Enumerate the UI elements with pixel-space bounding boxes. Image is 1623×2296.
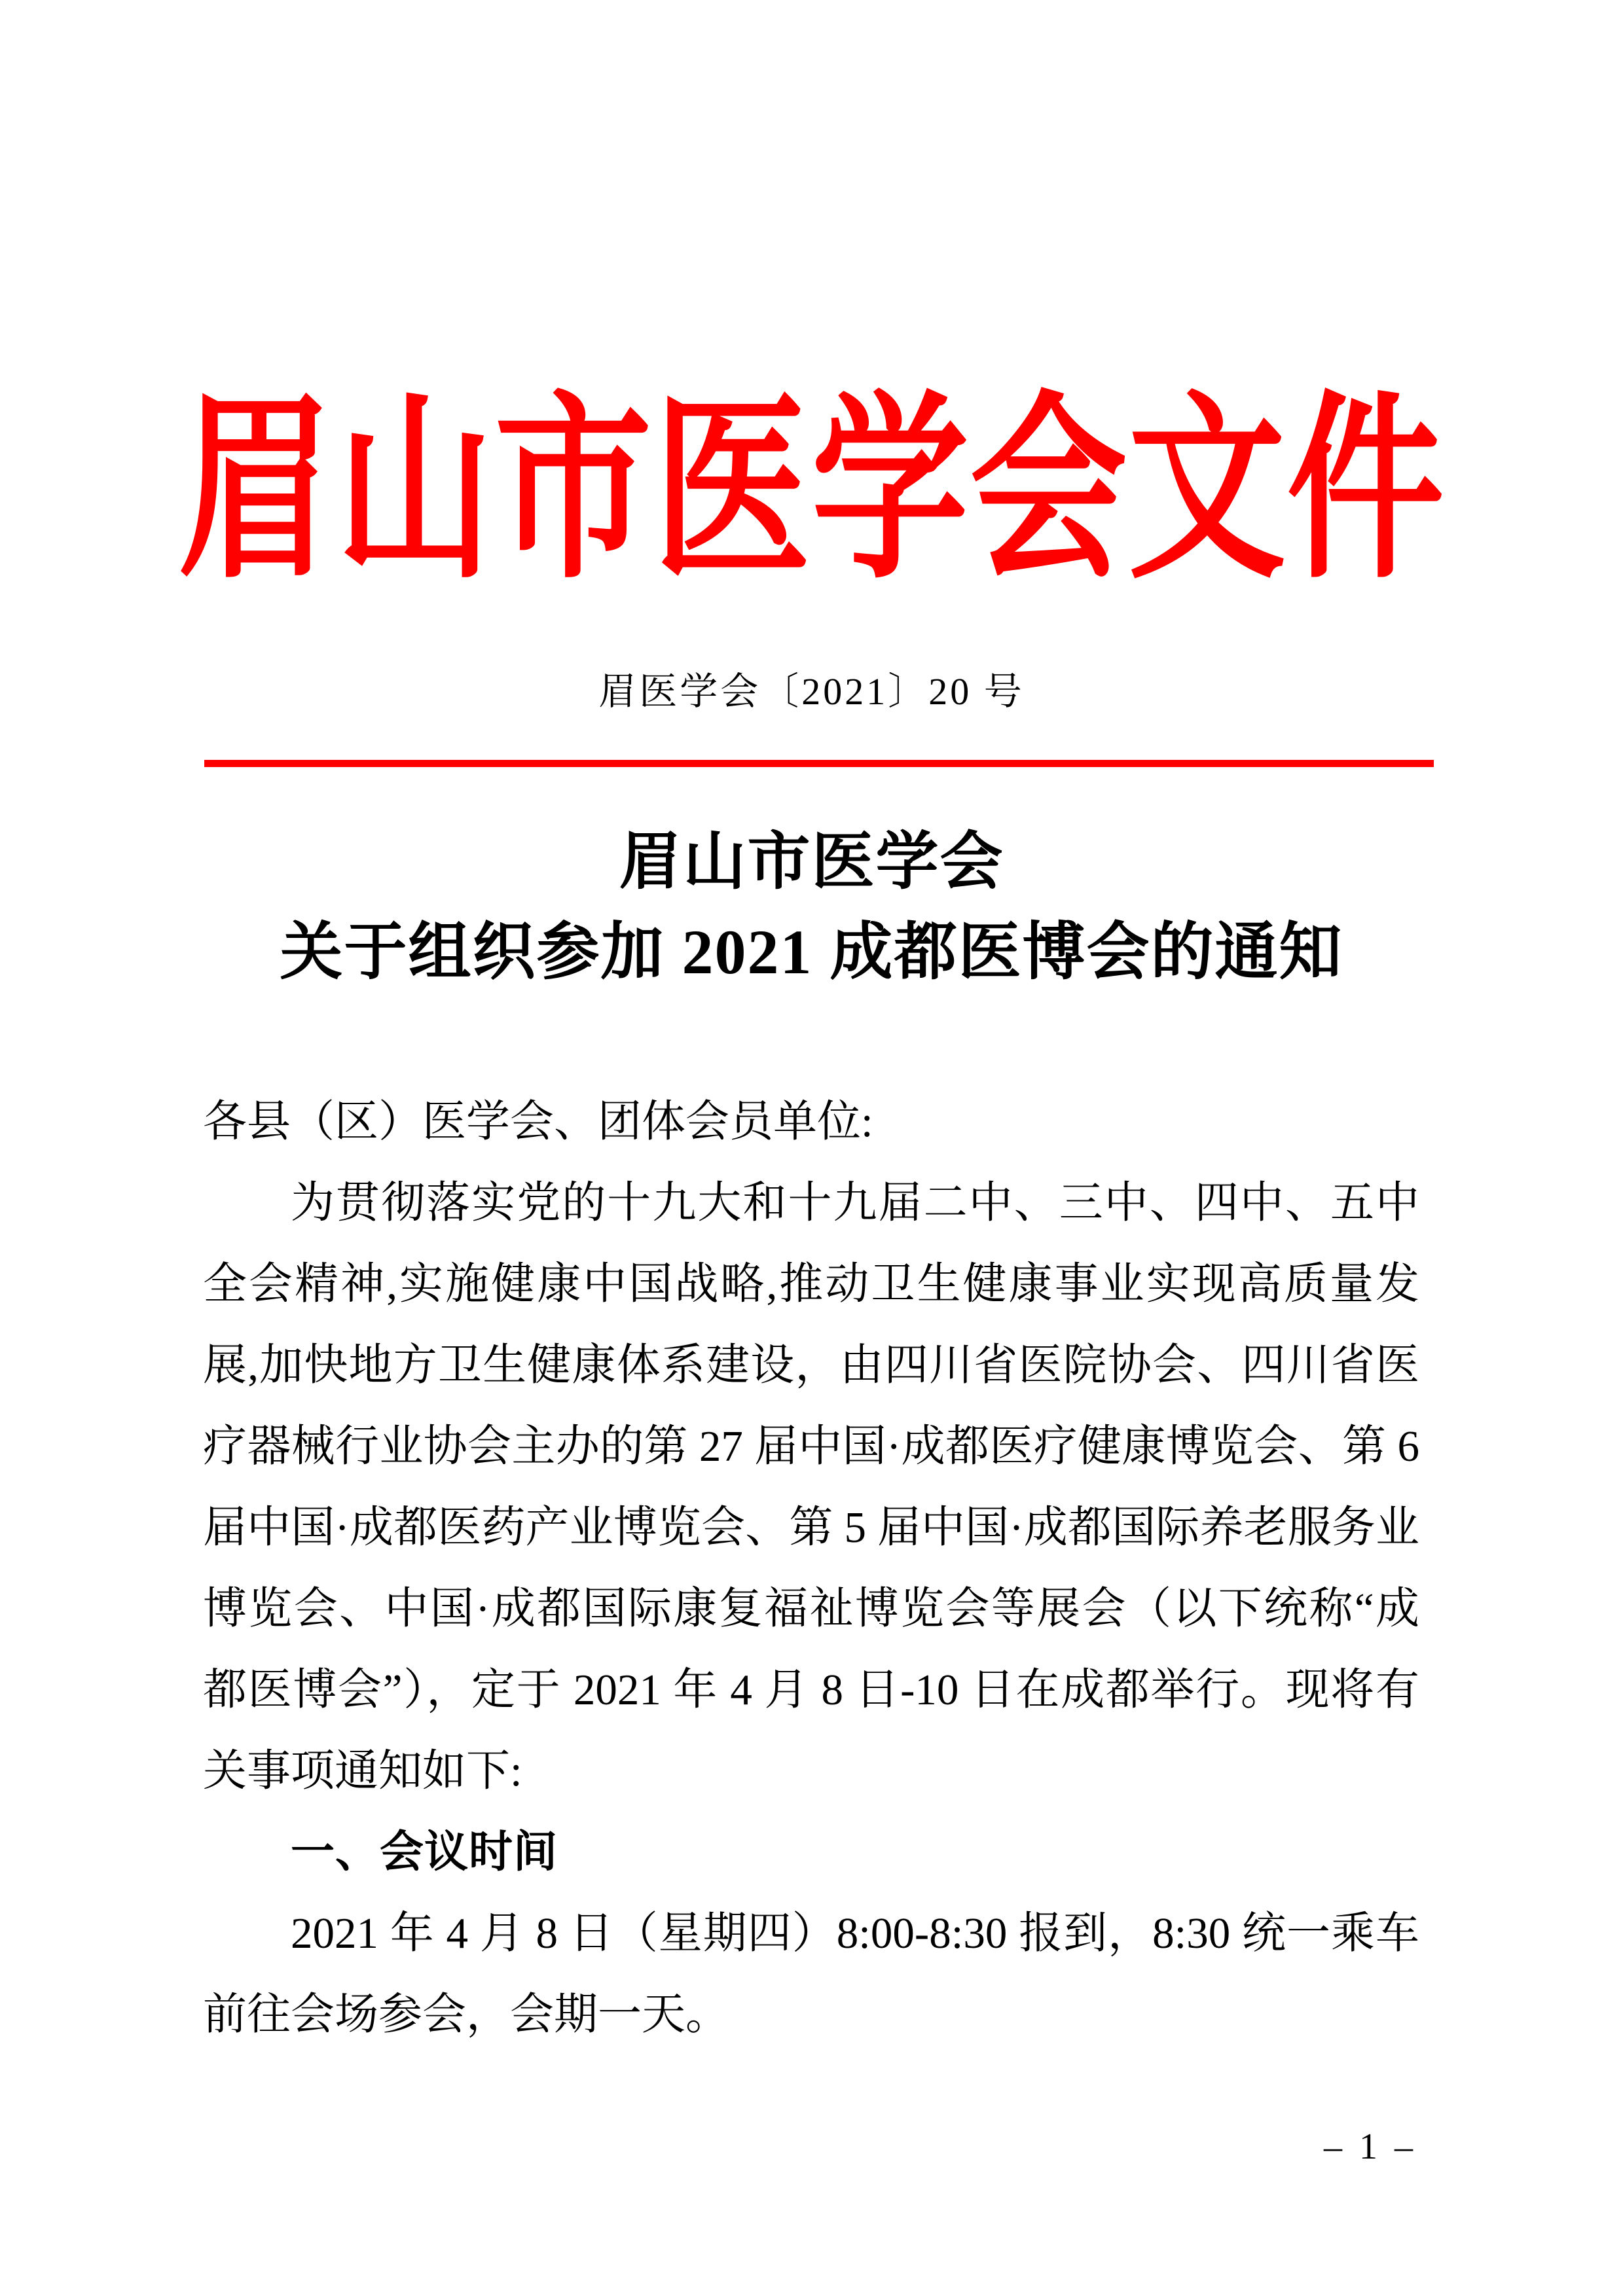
letterhead-divider-line	[204, 760, 1434, 767]
document-body	[203, 1081, 1419, 2055]
page-number: – 1 –	[1324, 2126, 1417, 2167]
section-heading-meeting-time: 一、会议时间	[291, 1827, 558, 1876]
document-reference-number: 眉医学会〔2021〕20 号	[598, 670, 1025, 713]
document-title-line2: 关于组织参加 2021 成都医博会的通知	[280, 917, 1343, 987]
letterhead-org-title: 眉山市医学会文件	[177, 380, 1446, 602]
salutation: 各县（区）医学会、团体会员单位:	[203, 1098, 873, 1146]
body-paragraph-2: 2021 年 4 月 8 日（星期四）8:00-8:30 报到，8:30 统一乘车前往会场参会，会期一天。	[203, 1909, 1419, 2039]
document-title-line1: 眉山市医学会	[619, 827, 1004, 897]
body-paragraph-1: 为贯彻落实党的十九大和十九届二中、三中、四中、五中全会精神,实施健康中国战略,推动卫生健康事业实现高质量发展,加快地方卫生健康体系建设，由四川省医院协会、四川省医疗器械行业协会主办的第 27 届中国·成都医疗健康博览会、第 6 届中国·成都医药产业博览会、第 5 届中国·成都国际养老服务业博览会、中国·成都国际康复福祉博览会等展会（以下统称“成都医博会”），定于 2021 年 4 月 8 日-10 日在成都举行。现将有关事项通知如下:	[203, 1179, 1419, 1795]
document-title	[0, 817, 1623, 997]
